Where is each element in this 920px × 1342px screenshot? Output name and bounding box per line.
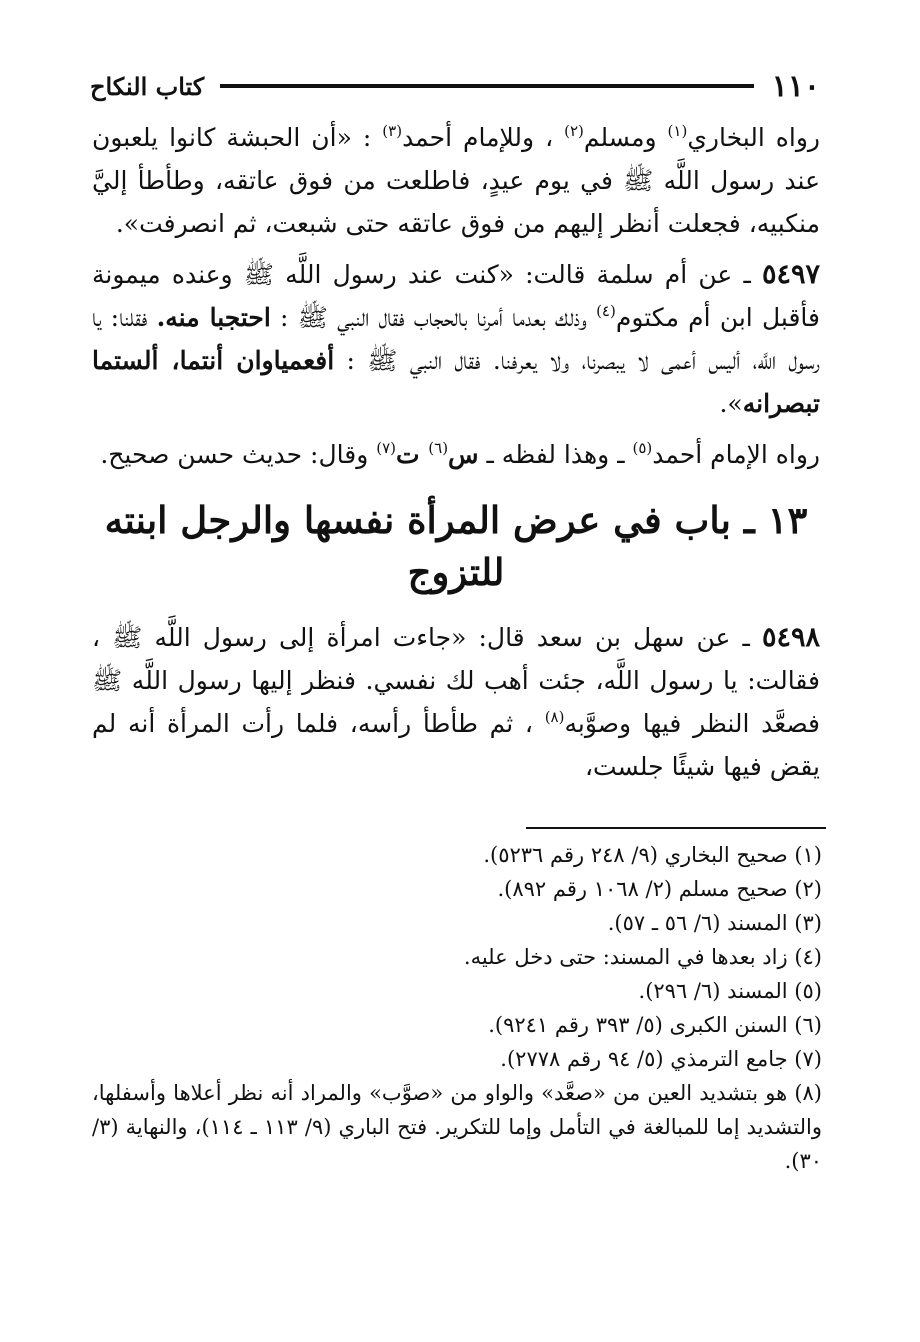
footnote: (١) صحيح البخاري (٩/ ٢٤٨ رقم ٥٢٣٦).: [483, 843, 822, 867]
footnote: (٧) جامع الترمذي (٥/ ٩٤ رقم ٢٧٧٨).: [500, 1047, 822, 1071]
prophet-speech: احتجبا منه.: [156, 303, 271, 332]
text-run: رواه البخاري: [687, 123, 820, 152]
footnote: (٦) السنن الكبرى (٥/ ٣٩٣ رقم ٩٢٤١).: [488, 1013, 822, 1037]
text-run: : «أن الحبشة كانوا يلعبون عند رسول اللَّه ﷺ في يوم عيدٍ، فاطلعت من فوق عاتقه، وطأطأ إليَّ منكبيه، فجعلت أنظر إليهم من فوق عاتقه حتى شبعت، ثم انصرفت».: [92, 123, 820, 238]
hadith-number: ٥٤٩٨: [761, 622, 820, 653]
text-run: وقال: حديث حسن صحيح.: [100, 440, 377, 469]
footnote-ref: (٦): [428, 439, 449, 457]
footnote: (٤) زاد بعدها في المسند: حتى دخل عليه.: [463, 945, 822, 969]
text-run: ـ وهذا لفظه ـ: [478, 440, 633, 469]
text-run: رواه الإمام أحمد: [652, 440, 820, 469]
hadith-5498: [92, 616, 820, 788]
prophet-speech: أفعمياوان أنتما، ألستما تبصرانه: [92, 346, 820, 418]
footnote: (٨) هو بتشديد العين من «صعَّد» والواو من «صوَّب» والمراد أنه نظر أعلاها وأسفلها، والتشديد إما للمبالغة في التأمل وإما للتكرير. فتح الباري (٩/ ١١٣ ـ ١١٤)، والنهاية (٣/ ٣٠).: [92, 1081, 822, 1173]
footnote-separator: [526, 827, 826, 829]
paragraph-narration: [92, 433, 820, 476]
hadith-number: ٥٤٩٧: [761, 259, 820, 290]
footnotes: [92, 838, 822, 1178]
header-rule: [220, 84, 753, 88]
text-run: ـ عن سهل بن سعد قال: «جاءت امرأة إلى رسول اللَّه ﷺ ، فقالت: يا رسول اللَّه، جئت أهب لك نفسي. فنظر إليها رسول اللَّه ﷺ فصعَّد النظر فيها وصوَّبه: [92, 623, 820, 738]
footnote-ref: (١): [667, 122, 688, 140]
page-header: [90, 66, 820, 106]
footnote-ref: (٨): [544, 708, 565, 726]
hadith-5497: [92, 253, 820, 425]
text-run: ، ثم طأطأ رأسه، فلما رأت المرأة أنه لم يقض فيها شيئًا جلست،: [92, 709, 820, 781]
source-code: س: [448, 440, 479, 469]
text-run: ».: [719, 389, 743, 418]
chapter-heading: ١٣ ـ باب في عرض المرأة نفسها والرجل ابنته للتزوج: [104, 498, 808, 594]
text-run: ومسلم: [583, 123, 668, 152]
text-run: فقلنا: يا رسول اللَّه، أليس أعمى لا يبصرنا، ولا يعرفنا. فقال النبي ﷺ :: [92, 303, 820, 375]
footnote: (٢) صحيح مسلم (٢/ ١٠٦٨ رقم ٨٩٢).: [497, 877, 822, 901]
text-run: ، وللإمام أحمد: [402, 123, 565, 152]
footnote-ref: (٤): [596, 302, 616, 320]
paragraph-narration: [92, 116, 820, 245]
page-number: ١١٠: [771, 68, 820, 104]
footnote-ref: (٥): [632, 439, 653, 457]
source-code: ت: [396, 440, 429, 469]
footnote-ref: (٢): [564, 122, 584, 140]
footnote-ref: (٧): [376, 439, 397, 457]
footnote: (٥) المسند (٦/ ٢٩٦).: [638, 979, 822, 1003]
text-run: وذلك بعدما أمرنا بالحجاب فقال النبي ﷺ :: [270, 303, 597, 332]
footnote: (٣) المسند (٦/ ٥٦ ـ ٥٧).: [607, 911, 822, 935]
text-run: ـ عن أم سلمة قالت: «كنت عند رسول اللَّه ﷺ وعنده ميمونة فأقبل ابن أم مكتوم: [92, 260, 820, 332]
footnote-ref: (٣): [382, 122, 403, 140]
running-title: كتاب النكاح: [90, 71, 205, 101]
main-text: [92, 116, 820, 796]
